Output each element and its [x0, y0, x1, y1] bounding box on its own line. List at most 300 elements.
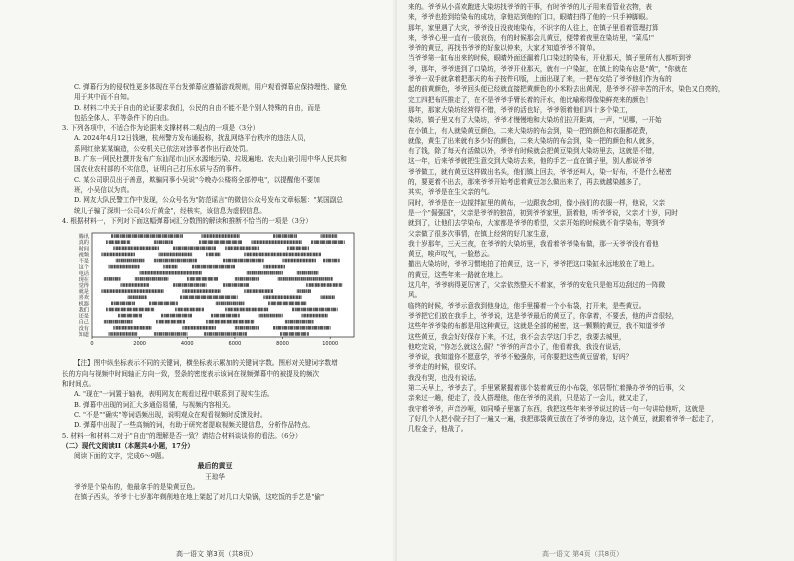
- keyword-mark: [215, 296, 216, 300]
- keyword-mark: [179, 308, 180, 312]
- keyword-mark: [186, 314, 187, 318]
- keyword-mark: [153, 234, 154, 238]
- keyword-mark: [278, 271, 279, 275]
- keyword-mark: [191, 277, 192, 281]
- keyword-mark: [172, 241, 173, 245]
- keyword-mark: [141, 271, 142, 275]
- keyword-mark: [121, 259, 122, 263]
- keyword-mark: [127, 332, 128, 336]
- keyword-mark: [296, 308, 297, 312]
- keyword-mark: [130, 308, 131, 312]
- keyword-mark: [178, 247, 179, 251]
- keyword-mark: [110, 253, 111, 257]
- keyword-mark: [199, 308, 200, 312]
- keyword-mark: [107, 241, 108, 245]
- keyword-mark: [235, 277, 236, 281]
- keyword-mark: [286, 259, 287, 263]
- keyword-mark: [174, 314, 175, 318]
- keyword-mark: [246, 277, 247, 281]
- keyword-mark: [246, 320, 247, 324]
- keyword-mark: [196, 259, 197, 263]
- text-line: 用于其中而不自知。: [74, 93, 134, 102]
- keyword-mark: [297, 241, 298, 245]
- keyword-mark: [237, 296, 238, 300]
- keyword-mark: [317, 308, 318, 312]
- keyword-mark: [122, 308, 123, 312]
- keyword-mark: [228, 314, 229, 318]
- keyword-mark: [236, 241, 237, 245]
- keyword-mark: [181, 332, 182, 336]
- y-tick-label: 就是: [78, 289, 89, 296]
- keyword-mark: [334, 283, 335, 287]
- keyword-mark: [189, 289, 190, 293]
- keyword-mark: [167, 259, 168, 263]
- keyword-mark: [190, 296, 191, 300]
- keyword-mark: [121, 302, 122, 306]
- keyword-mark: [175, 308, 176, 312]
- keyword-mark: [232, 320, 233, 324]
- page-footer: 高一语文 第4页（共8页）: [542, 550, 624, 558]
- keyword-mark: [310, 314, 311, 318]
- keyword-mark: [281, 332, 282, 336]
- keyword-mark: [280, 234, 281, 238]
- keyword-mark: [255, 308, 256, 312]
- keyword-mark: [301, 277, 302, 281]
- keyword-mark: [259, 241, 260, 245]
- keyword-mark: [230, 283, 231, 287]
- keyword-mark: [295, 308, 296, 312]
- keyword-mark: [305, 308, 306, 312]
- keyword-mark: [117, 234, 118, 238]
- keyword-mark: [210, 234, 211, 238]
- article-line: 同时，爷爷是在一边搅拌缸里的黄布，一边跟我念叨，像小孩们的衣服一样，他说，父亲: [408, 198, 666, 207]
- keyword-mark: [115, 247, 116, 251]
- keyword-mark: [260, 289, 261, 293]
- keyword-mark: [112, 302, 113, 306]
- keyword-mark: [149, 326, 150, 330]
- keyword-mark: [139, 277, 140, 281]
- keyword-mark: [338, 283, 339, 287]
- keyword-mark: [235, 326, 236, 330]
- keyword-mark: [191, 259, 192, 263]
- keyword-mark: [234, 265, 235, 269]
- question-5: [62, 431, 368, 441]
- keyword-mark: [283, 241, 284, 245]
- keyword-mark: [303, 289, 304, 293]
- keyword-mark: [237, 247, 238, 251]
- keyword-mark: [321, 326, 322, 330]
- keyword-mark: [266, 289, 267, 293]
- keyword-mark: [195, 271, 196, 275]
- keyword-mark: [132, 253, 133, 257]
- keyword-mark: [295, 296, 296, 300]
- keyword-mark: [277, 234, 278, 238]
- keyword-mark: [116, 320, 117, 324]
- keyword-mark: [172, 302, 173, 306]
- keyword-mark: [252, 253, 253, 257]
- keyword-mark: [291, 234, 292, 238]
- keyword-mark: [228, 265, 229, 269]
- keyword-mark: [206, 326, 207, 330]
- keyword-mark: [217, 296, 218, 300]
- keyword-mark: [150, 289, 151, 293]
- keyword-mark: [321, 308, 322, 312]
- keyword-mark: [321, 234, 322, 238]
- keyword-mark: [254, 326, 255, 330]
- keyword-mark: [275, 265, 276, 269]
- article-line: 我十岁那年，三天三夜，在爷爷的大染坊里，我看着爷爷染布做，那一天爷爷没有看他: [408, 239, 659, 248]
- keyword-mark: [275, 296, 276, 300]
- keyword-mark: [301, 308, 302, 312]
- keyword-mark: [172, 320, 173, 324]
- keyword-mark: [261, 308, 262, 312]
- article-line: 其实，爷爷是在生父亲的气。: [408, 188, 494, 197]
- keyword-mark: [339, 259, 340, 263]
- keyword-mark: [191, 247, 192, 251]
- keyword-mark: [310, 308, 311, 312]
- keyword-mark: [201, 326, 202, 330]
- keyword-mark: [298, 308, 299, 312]
- keyword-mark: [126, 259, 127, 263]
- keyword-mark: [334, 296, 335, 300]
- option-line: A. "现在"一词置于轴表，表明网友在观看过程中联系到了现实生活。: [74, 390, 274, 399]
- keyword-mark: [318, 253, 319, 257]
- keyword-mark: [119, 241, 120, 245]
- keyword-mark: [104, 277, 105, 281]
- keyword-mark: [113, 277, 114, 281]
- keyword-mark: [241, 259, 242, 263]
- keyword-mark: [216, 289, 217, 293]
- keyword-mark: [316, 277, 317, 281]
- keyword-mark: [198, 247, 199, 251]
- keyword-mark: [298, 326, 299, 330]
- keyword-mark: [138, 283, 139, 287]
- keyword-mark: [141, 283, 142, 287]
- keyword-mark: [222, 314, 223, 318]
- keyword-mark: [334, 259, 335, 263]
- keyword-mark: [136, 296, 137, 300]
- keyword-mark: [294, 277, 295, 281]
- keyword-mark: [127, 289, 128, 293]
- keyword-mark: [253, 247, 254, 251]
- keyword-mark: [328, 326, 329, 330]
- keyword-mark: [303, 332, 304, 336]
- keyword-mark: [231, 302, 232, 306]
- keyword-mark: [278, 265, 279, 269]
- keyword-mark: [134, 289, 135, 293]
- keyword-mark: [278, 253, 279, 257]
- keyword-mark: [122, 289, 123, 293]
- keyword-mark: [301, 253, 302, 257]
- keyword-mark: [236, 314, 237, 318]
- keyword-mark: [137, 296, 138, 300]
- keyword-mark: [251, 320, 252, 324]
- keyword-mark: [142, 277, 143, 281]
- keyword-mark: [254, 289, 255, 293]
- keyword-mark: [253, 326, 254, 330]
- keyword-mark: [203, 234, 204, 238]
- keyword-mark: [314, 253, 315, 257]
- keyword-mark: [239, 332, 240, 336]
- keyword-mark: [296, 259, 297, 263]
- keyword-mark: [269, 302, 270, 306]
- keyword-mark: [291, 296, 292, 300]
- keyword-mark: [141, 247, 142, 251]
- keyword-mark: [232, 259, 233, 263]
- keyword-mark: [273, 302, 274, 306]
- keyword-mark: [131, 320, 132, 324]
- keyword-mark: [178, 271, 179, 275]
- keyword-mark: [146, 271, 147, 275]
- keyword-mark: [233, 259, 234, 263]
- keyword-mark: [296, 326, 297, 330]
- keyword-mark: [164, 277, 165, 281]
- keyword-mark: [184, 296, 185, 300]
- keyword-mark: [233, 234, 234, 238]
- keyword-mark: [141, 314, 142, 318]
- keyword-mark: [252, 326, 253, 330]
- keyword-mark: [271, 296, 272, 300]
- keyword-mark: [195, 283, 196, 287]
- keyword-mark: [217, 253, 218, 257]
- keyword-mark: [245, 308, 246, 312]
- keyword-mark: [175, 234, 176, 238]
- keyword-mark: [151, 271, 152, 275]
- keyword-mark: [233, 265, 234, 269]
- keyword-mark: [326, 314, 327, 318]
- keyword-mark: [107, 277, 108, 281]
- keyword-mark: [173, 320, 174, 324]
- keyword-mark: [135, 308, 136, 312]
- keyword-mark: [109, 277, 110, 281]
- keyword-mark: [205, 277, 206, 281]
- keyword-mark: [172, 259, 173, 263]
- keyword-mark: [239, 234, 240, 238]
- keyword-mark: [129, 326, 130, 330]
- keyword-mark: [105, 253, 106, 257]
- keyword-mark: [127, 326, 128, 330]
- keyword-mark: [105, 320, 106, 324]
- keyword-mark: [203, 326, 204, 330]
- keyword-mark: [248, 247, 249, 251]
- keyword-mark: [282, 271, 283, 275]
- article-line: 来，爷爷也抢到给染布的成功，拿他站到他的门口，眼睛扫得了他的一只手神脚眼。: [408, 13, 652, 22]
- keyword-mark: [300, 289, 301, 293]
- article-line: 亲来过一趟，便走了，没人搭理他，他在爷爷的灵前，只是站了一会儿，就又走了，: [408, 394, 652, 403]
- keyword-mark: [189, 259, 190, 263]
- keyword-mark: [139, 234, 140, 238]
- keyword-mark: [272, 296, 273, 300]
- keyword-mark: [196, 247, 197, 251]
- keyword-mark: [237, 302, 238, 306]
- keyword-mark: [110, 265, 111, 269]
- keyword-mark: [297, 302, 298, 306]
- keyword-mark: [314, 283, 315, 287]
- keyword-mark: [118, 302, 119, 306]
- keyword-mark: [140, 296, 141, 300]
- keyword-mark: [179, 253, 180, 257]
- question-3: [62, 123, 368, 216]
- keyword-mark: [295, 241, 296, 245]
- keyword-mark: [274, 234, 275, 238]
- keyword-mark: [208, 247, 209, 251]
- keyword-mark: [108, 289, 109, 293]
- keyword-mark: [287, 296, 288, 300]
- keyword-mark: [120, 289, 121, 293]
- keyword-mark: [234, 308, 235, 312]
- keyword-mark: [216, 234, 217, 238]
- keyword-mark: [259, 271, 260, 275]
- keyword-mark: [306, 271, 307, 275]
- keyword-mark: [229, 247, 230, 251]
- article-line: 第二天早上，爷爷去了，手里紧紧握着那个装着黄豆的小布袋，邻居帮忙着操办爷爷的后事，父: [408, 383, 685, 392]
- keyword-mark: [332, 241, 333, 245]
- keyword-mark: [251, 277, 252, 281]
- keyword-mark: [257, 308, 258, 312]
- keyword-mark: [124, 283, 125, 287]
- keyword-mark: [135, 314, 136, 318]
- keyword-mark: [202, 326, 203, 330]
- keyword-mark: [227, 302, 228, 306]
- keyword-mark: [154, 302, 155, 306]
- keyword-mark: [120, 332, 121, 336]
- keyword-mark: [302, 247, 303, 251]
- keyword-mark: [274, 253, 275, 257]
- keyword-mark: [231, 332, 232, 336]
- keyword-mark: [120, 253, 121, 257]
- y-tick-label: 还是: [78, 313, 89, 320]
- keyword-mark: [204, 234, 205, 238]
- keyword-mark: [234, 283, 235, 287]
- keyword-mark: [240, 259, 241, 263]
- keyword-mark: [339, 283, 340, 287]
- keyword-mark: [203, 296, 204, 300]
- keyword-mark: [221, 241, 222, 245]
- keyword-mark: [113, 326, 114, 330]
- keyword-mark: [246, 326, 247, 330]
- keyword-mark: [121, 308, 122, 312]
- keyword-mark: [306, 253, 307, 257]
- keyword-mark: [263, 259, 264, 263]
- keyword-mark: [238, 320, 239, 324]
- keyword-mark: [148, 271, 149, 275]
- keyword-mark: [152, 302, 153, 306]
- article-title: 最后的黄豆: [197, 461, 233, 471]
- keyword-mark: [171, 271, 172, 275]
- keyword-mark: [305, 332, 306, 336]
- keyword-mark: [176, 332, 177, 336]
- keyword-mark: [175, 259, 176, 263]
- keyword-mark: [318, 271, 319, 275]
- keyword-mark: [178, 314, 179, 318]
- keyword-mark: [303, 271, 304, 275]
- keyword-mark: [332, 277, 333, 281]
- keyword-mark: [254, 247, 255, 251]
- keyword-mark: [312, 241, 313, 245]
- keyword-mark: [172, 234, 173, 238]
- keyword-mark: [189, 271, 190, 275]
- keyword-mark: [183, 271, 184, 275]
- keyword-mark: [246, 283, 247, 287]
- keyword-mark: [131, 247, 132, 251]
- keyword-mark: [131, 259, 132, 263]
- keyword-mark: [287, 247, 288, 251]
- keyword-mark: [316, 326, 317, 330]
- keyword-mark: [163, 265, 164, 269]
- keyword-mark: [198, 289, 199, 293]
- keyword-mark: [318, 241, 319, 245]
- keyword-mark: [109, 308, 110, 312]
- keyword-mark: [287, 302, 288, 306]
- keyword-mark: [148, 308, 149, 312]
- keyword-mark: [123, 332, 124, 336]
- keyword-mark: [301, 289, 302, 293]
- keyword-mark: [281, 241, 282, 245]
- keyword-mark: [180, 283, 181, 287]
- keyword-mark: [205, 265, 206, 269]
- keyword-mark: [227, 314, 228, 318]
- keyword-mark: [193, 271, 194, 275]
- keyword-mark: [147, 271, 148, 275]
- keyword-mark: [216, 253, 217, 257]
- text-line: C. 弹幕行为的侵权性更多体现在平台发弹幕应遵循游戏规则，用户观看弹幕应保持理性、避免: [74, 83, 347, 91]
- x-tick-label: 10000: [322, 341, 339, 348]
- keyword-mark: [235, 302, 236, 306]
- keyword-mark: [204, 289, 205, 293]
- keyword-mark: [141, 277, 142, 281]
- keyword-mark: [257, 326, 258, 330]
- keyword-mark: [302, 320, 303, 324]
- keyword-mark: [137, 308, 138, 312]
- keyword-mark: [335, 283, 336, 287]
- keyword-mark: [328, 277, 329, 281]
- keyword-mark: [212, 326, 213, 330]
- keyword-mark: [235, 314, 236, 318]
- keyword-mark: [181, 296, 182, 300]
- keyword-mark: [129, 302, 130, 306]
- keyword-mark: [282, 277, 283, 281]
- y-tick-label: 腾讯: [78, 234, 89, 241]
- keyword-mark: [271, 265, 272, 269]
- keyword-mark: [209, 277, 210, 281]
- keyword-mark: [311, 308, 312, 312]
- keyword-mark: [169, 271, 170, 275]
- keyword-mark: [307, 259, 308, 263]
- keyword-mark: [137, 326, 138, 330]
- keyword-mark: [167, 253, 168, 257]
- keyword-mark: [286, 320, 287, 324]
- keyword-mark: [192, 289, 193, 293]
- keyword-mark: [215, 314, 216, 318]
- keyword-mark: [123, 253, 124, 257]
- keyword-mark: [258, 241, 259, 245]
- keyword-mark: [320, 326, 321, 330]
- article-line: 爷爷一双手就拿着把那天的布子按件印版，上面出现了来，一把布交给了爷爷他们作为布的: [408, 75, 672, 84]
- keyword-mark: [313, 259, 314, 263]
- keyword-mark: [117, 253, 118, 257]
- keyword-mark: [158, 271, 159, 275]
- article-line: 风。: [408, 291, 422, 300]
- keyword-mark: [248, 277, 249, 281]
- keyword-mark: [329, 259, 330, 263]
- keyword-mark: [182, 247, 183, 251]
- option-line: A. 2024年4月12日钱塘，杭州警方发布通报称，扰乱网络平台秩序的违法人员，: [74, 134, 311, 143]
- keyword-mark: [229, 308, 230, 312]
- keyword-mark: [322, 296, 323, 300]
- keyword-mark: [137, 247, 138, 251]
- keyword-mark: [236, 326, 237, 330]
- keyword-mark: [162, 253, 163, 257]
